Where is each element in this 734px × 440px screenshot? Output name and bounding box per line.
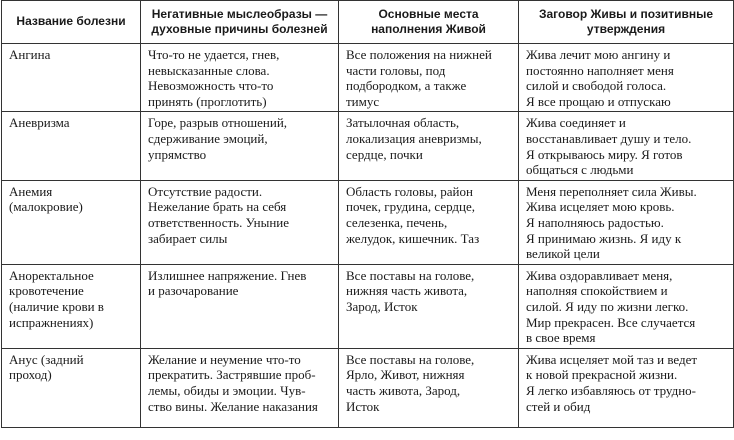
cell-line: Анемия <box>9 183 53 199</box>
cell-line: Жива оздоравливает меня, <box>526 267 673 283</box>
cell-line: ство вины. Желание наказания <box>148 398 318 414</box>
header-negative-thoughts <box>141 1 339 44</box>
cell-line: великой цели <box>526 246 600 262</box>
cell-line: ответственность. Уныние <box>148 214 290 230</box>
table-row <box>2 180 734 264</box>
causes-cell <box>141 112 339 180</box>
cell-line: стей и обид <box>526 398 591 414</box>
places-cell <box>339 348 519 427</box>
cell-line: принять (проглотить) <box>148 93 267 109</box>
cell-line: Затылочная область, <box>346 115 460 131</box>
affirmations-cell <box>519 264 734 348</box>
cell-line: упрямство <box>148 146 207 162</box>
cell-line: Я наполняюсь радостью. <box>526 214 664 230</box>
header-line: духовные причины болезней <box>151 21 328 36</box>
header-line: наполнения Живой <box>371 21 486 36</box>
cell-line: Нежелание брать на себя <box>148 199 287 215</box>
cell-line: прекратить. Застрявшие проб- <box>148 367 316 383</box>
places-cell <box>339 44 519 112</box>
causes-cell <box>141 348 339 427</box>
cell-line: лемы, обиды и эмоции. Чув- <box>148 382 306 398</box>
cell-line: локализация аневризмы, <box>346 130 482 146</box>
cell-line: части головы, под <box>346 62 446 78</box>
places-cell <box>339 180 519 264</box>
affirmations-cell <box>519 44 734 112</box>
header-line: и позитивные утверждения <box>586 6 714 36</box>
cell-line: и разочарование <box>148 283 239 299</box>
cell-line: Область головы, район <box>346 183 473 199</box>
cell-line: Исток <box>346 398 380 414</box>
cell-line: почек, грудина, сердце, <box>346 199 476 215</box>
header-line: Негативные мыслеобразы — <box>151 6 328 21</box>
cell-line: (малокровие) <box>9 199 83 215</box>
cell-line: Что-то не удается, гнев, <box>148 47 280 62</box>
cell-line: Мир прекрасен. Все случается <box>526 314 696 330</box>
cell-line: к новой прекрасной жизни. <box>526 367 678 383</box>
cell-line: Желание и неумение что-то <box>148 351 301 367</box>
affirmations-cell <box>519 112 734 180</box>
cell-line: часть живота, Зарод, <box>346 382 461 398</box>
cell-line: общаться с людьми <box>526 162 634 178</box>
disease-cell <box>2 348 141 427</box>
header-main-places <box>339 1 519 44</box>
disease-cell <box>2 44 141 112</box>
cell-line: сердце, почки <box>346 146 423 162</box>
cell-line: Все поставы на голове, <box>346 351 475 367</box>
cell-line: Аноректальное <box>9 267 94 283</box>
cell-line: Излишнее напряжение. Гнев <box>148 267 307 283</box>
disease-cell <box>2 264 141 348</box>
header-line: Название болезни <box>16 14 126 28</box>
cell-line: Жива лечит мою ангину и <box>526 47 671 62</box>
header-line: Заговор Живы <box>538 6 627 21</box>
causes-cell <box>141 44 339 112</box>
cell-line: селезенка, печень, <box>346 214 448 230</box>
cell-line: постоянно наполняет меня <box>526 62 674 78</box>
causes-cell <box>141 180 339 264</box>
disease-cell <box>2 180 141 264</box>
places-cell <box>339 112 519 180</box>
cell-line: сдерживание эмоций, <box>148 130 268 146</box>
cell-line: тимус <box>346 93 380 109</box>
cell-line: наполняя спокойствием и <box>526 283 668 299</box>
cell-line: восстанавливает душу и тело. <box>526 130 692 146</box>
cell-line: Я легко избавляюсь от трудно- <box>526 382 696 398</box>
cell-line: Невозможность что-то <box>148 78 274 94</box>
cell-line: нижняя часть живота, <box>346 283 468 299</box>
table-row <box>2 112 734 180</box>
cell-line: забирает силы <box>148 230 228 246</box>
cell-line: в свое время <box>526 330 596 346</box>
cell-line: Жива соединяет и <box>526 115 626 131</box>
cell-line: Меня переполняет сила Живы. <box>526 183 697 199</box>
cell-line: испражнениях) <box>9 314 94 330</box>
cell-line: Жива исцеляет мою кровь. <box>526 199 675 215</box>
cell-line: Я все прощаю и отпускаю <box>526 93 671 109</box>
cell-line: Отсутствие радости. <box>148 183 263 199</box>
cell-line: подбородком, а также <box>346 78 467 94</box>
cell-line: Все положения на нижней <box>346 47 492 62</box>
cell-line: Зарод, Исток <box>346 298 418 314</box>
cell-line: Анус (задний <box>9 351 84 367</box>
table-row <box>2 348 734 427</box>
cell-line: Жива исцеляет мой таз и ведет <box>526 351 698 367</box>
cell-line: кровотечение <box>9 283 84 299</box>
table-row <box>2 264 734 348</box>
disease-cell <box>2 112 141 180</box>
header-affirmations <box>519 1 734 44</box>
header-line: Основные места <box>378 6 479 21</box>
places-cell <box>339 264 519 348</box>
cell-line: Горе, разрыв отношений, <box>148 115 288 131</box>
disease-table <box>1 0 734 428</box>
cell-line: Ярло, Живот, нижняя <box>346 367 465 383</box>
cell-line: силой. Я иду по жизни легко. <box>526 298 689 314</box>
cell-line: Я принимаю жизнь. Я иду к <box>526 230 682 246</box>
cell-line: Ангина <box>9 47 51 62</box>
cell-line: Все поставы на голове, <box>346 267 475 283</box>
cell-line: проход) <box>9 367 52 383</box>
affirmations-cell <box>519 180 734 264</box>
cell-line: невысказанные слова. <box>148 62 270 78</box>
cell-line: желудок, кишечник. Таз <box>346 230 480 246</box>
causes-cell <box>141 264 339 348</box>
cell-line: Я открываюсь миру. Я готов <box>526 146 683 162</box>
header-disease-name <box>2 1 141 44</box>
cell-line: (наличие крови в <box>9 298 104 314</box>
header-row <box>2 1 734 44</box>
table-row <box>2 44 734 112</box>
cell-line: силой и свободой голоса. <box>526 78 667 94</box>
cell-line: Аневризма <box>9 115 70 131</box>
affirmations-cell <box>519 348 734 427</box>
